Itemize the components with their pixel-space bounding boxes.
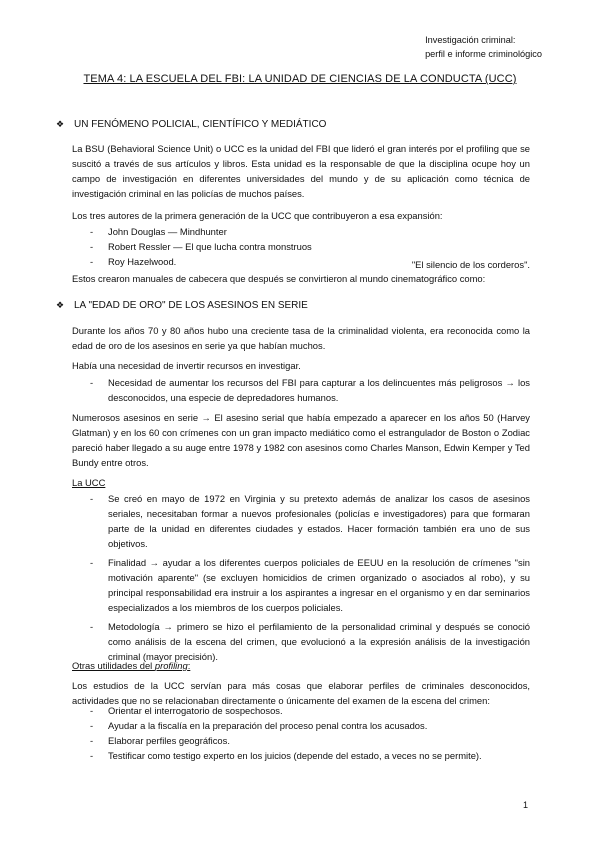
list-item: - Elaborar perfiles geográficos. [90, 733, 530, 748]
running-header [425, 33, 542, 61]
ucc-subheading: La UCC [72, 477, 106, 488]
otras-utilidades-subheading [72, 658, 530, 673]
list-item: - Ayudar a la fiscalía en la preparación del proceso penal contra los acusados. [90, 718, 530, 733]
header-line-2: perfil e informe criminológico [425, 49, 542, 59]
movie-quote: "El silencio de los corderos". [411, 259, 530, 270]
ucc-list [90, 491, 530, 664]
list-item: - Roy Hazelwood. [90, 254, 530, 269]
section-heading-2-text: LA "EDAD DE ORO" DE LOS ASESINOS EN SERIE [74, 300, 308, 311]
otras-suffix: : [187, 660, 191, 671]
section1-paragraph-2: Los tres autores de la primera generación de la UCC que contribuyeron a esa expansión: [72, 210, 443, 221]
page-number: 1 [522, 800, 528, 810]
list-item: - John Douglas — Mindhunter [90, 224, 530, 239]
otras-italic: profiling [154, 660, 188, 671]
section-heading-1 [56, 117, 326, 132]
page-title: TEMA 4: LA ESCUELA DEL FBI: LA UNIDAD DE CIENCIAS DE LA CONDUCTA (UCC) [83, 73, 517, 85]
section-heading-2 [56, 298, 308, 313]
list-item: - Metodología → primero se hizo el perfilamiento de la personalidad criminal y después se conoció como análisis de la escena del crimen, que evolucionó a la expresión análisis de la investigación criminal (mayor precisión). [90, 619, 530, 664]
header-line-1: Investigación criminal: [425, 35, 516, 45]
list-item: - Orientar el interrogatorio de sospechosos. [90, 703, 530, 718]
profiling-uses-list [90, 703, 530, 763]
section-heading-1-text: UN FENÓMENO POLICIAL, CIENTÍFICO Y MEDIÁTICO [74, 119, 327, 130]
list-item: - Testificar como testigo experto en los juicios (depende del estado, a veces no se permite). [90, 748, 530, 763]
list-item: - Finalidad → ayudar a los diferentes cuerpos policiales de EEUU en la resolución de crímenes "sin motivación aparente" (se excluyen homicidios de crimen organizado o asociados al robo), y su principal responsabilidad era instruir a los aspirantes a ingresar en el organismo y en dar seminarios especializados a los miembros de los cuerpos policiales. [90, 555, 530, 615]
section2-paragraph-1: Durante los años 70 y 80 años hubo una creciente tasa de la criminalidad violenta, era reconocida como la edad de oro de los asesinos en serie ya que habían muchos. [72, 325, 530, 351]
diamond-bullet-icon: ❖ [56, 119, 65, 129]
section2-paragraph-4: Los estudios de la UCC servían para más cosas que elaborar perfiles de criminales desconocidos, actividades que no se relacionaban directamente o únicamente del examen de la escena del crimen: [72, 680, 530, 706]
section1-paragraph-3: Estos crearon manuales de cabecera que después se convirtieron al mundo cinematográfico como: [72, 273, 486, 284]
resources-list [90, 375, 530, 405]
otras-prefix: Otras utilidades del [72, 660, 155, 671]
section1-paragraph-1: La BSU (Behavioral Science Unit) o UCC es la unidad del FBI que lideró el gran interés por el profiling que se suscitó a través de sus artículos y libros. Esta unidad es la responsable de que la disciplina ocupe hoy un campo de investigación en diferentes universidades del mundo y de su aplicación como técnica de investigación criminal en las policías de muchos países. [72, 143, 530, 199]
list-item: - Robert Ressler — El que lucha contra monstruos [90, 239, 530, 254]
list-item: - Necesidad de aumentar los recursos del FBI para capturar a los delincuentes más peligrosos → los desconocidos, una especie de depredadores humanos. [90, 375, 530, 405]
section2-paragraph-2: Había una necesidad de invertir recursos en investigar. [72, 360, 301, 371]
list-item: - Se creó en mayo de 1972 en Virginia y su pretexto además de analizar los casos de asesinos seriales, necesitaban formar a nuevos profesionales (policías e investigadores) para que formaran parte de la unidad en diferentes ciudades y estados. Hacer formación también era uno de sus objetivos. [90, 491, 530, 551]
section2-paragraph-3: Numerosos asesinos en serie → El asesino serial que había empezado a aparecer en los años 50 (Harvey Glatman) y en los 60 con crímenes con un gran impacto mediático como el estrangulador de Boston o Zodiac pareció haber llegado a su auge entre 1978 y 1982 con asesinos como Charles Manson, Edwin Kemper y Ted Bundy entre otros. [72, 412, 530, 468]
diamond-bullet-icon: ❖ [56, 300, 65, 310]
